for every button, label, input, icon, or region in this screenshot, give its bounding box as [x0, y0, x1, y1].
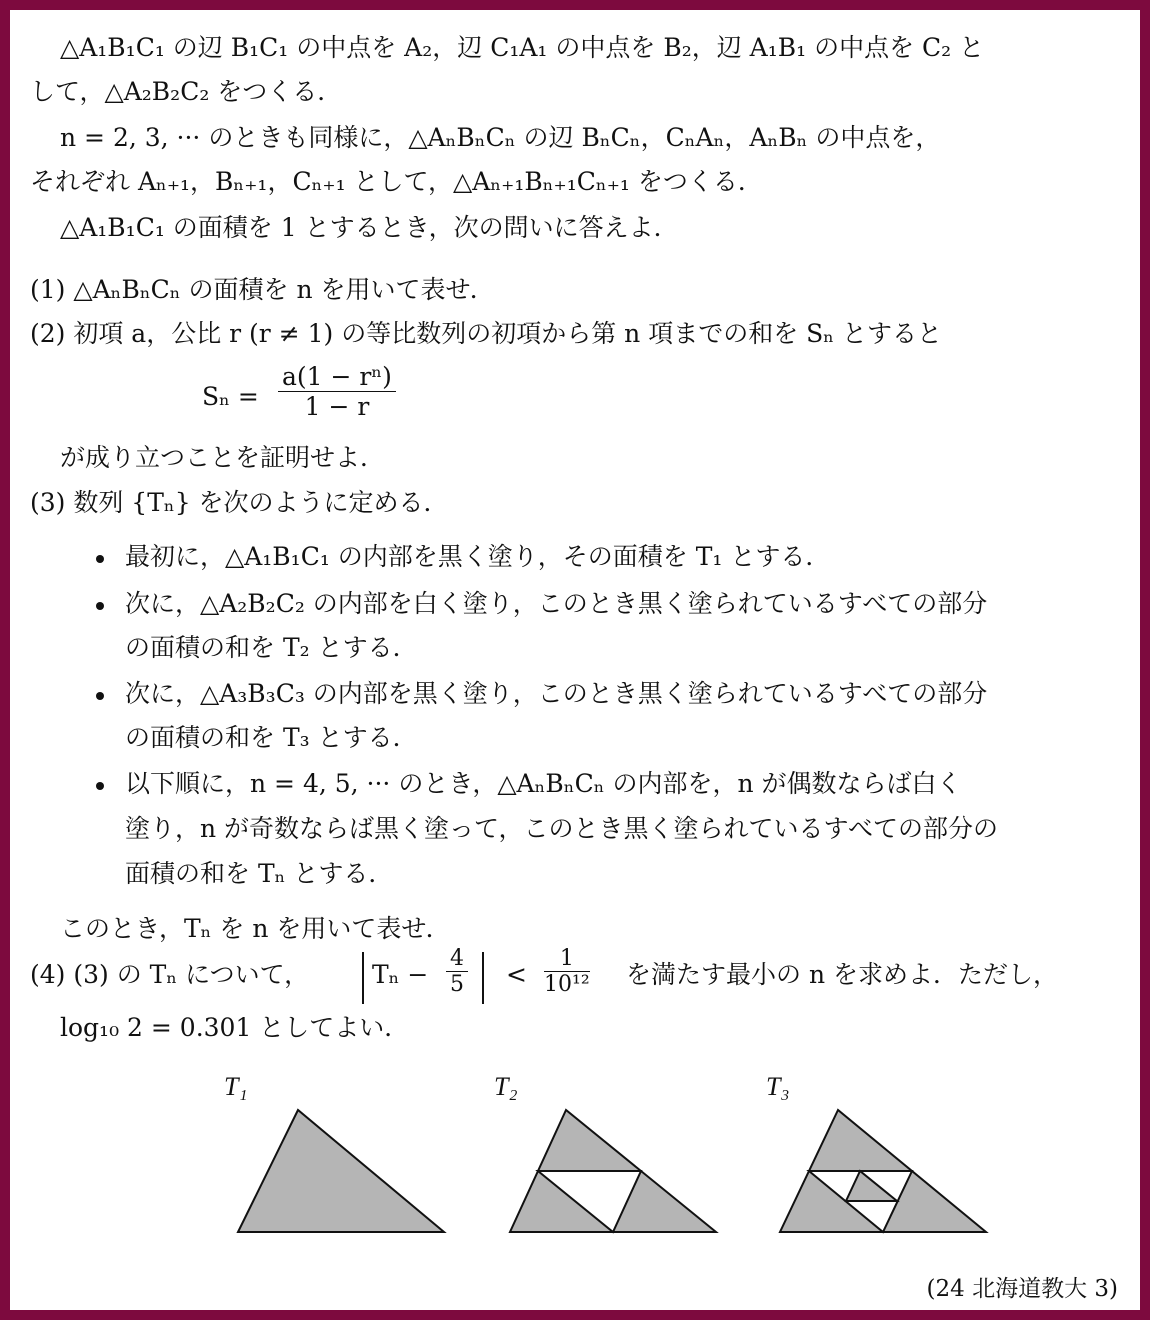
formula-numerator: a(1 − rⁿ) [278, 362, 396, 392]
formula-denominator: 1 − r [304, 392, 370, 421]
figure-label-t1: T₁ [224, 1072, 248, 1101]
problem-page [10, 10, 1140, 1310]
bullet-3-line-2: の面積の和を T₃ とする． [125, 723, 418, 752]
source-citation: (24 北海道教大 3) [926, 1276, 1118, 1302]
abs-expression: Tₙ − [372, 960, 429, 989]
question-2: (2) 初項 a，公比 r (r ≠ 1) の等比数列の初項から第 n 項までの和を Sₙ とすると [30, 319, 943, 348]
bullet-4-line-2: 塗り，n が奇数ならば黒く塗って，このとき黒く塗られているすべての部分の [125, 814, 999, 843]
fraction-numerator: 1 [544, 946, 590, 972]
question-3: (3) 数列 {Tₙ} を次のように定める． [30, 488, 449, 517]
intro-line-5: △A₁B₁C₁ の面積を 1 とするとき，次の問いに答えよ． [60, 213, 679, 242]
question-4-suffix: を満たす最小の n を求めよ．ただし， [626, 960, 1058, 989]
figure-label-t2: T₂ [494, 1072, 518, 1101]
less-than: < [506, 960, 527, 989]
bullet-2-line-2: の面積の和を T₂ とする． [125, 633, 418, 662]
fraction-numerator: 4 [446, 946, 468, 972]
intro-line-3: n = 2, 3, ··· のときも同様に，△AₙBₙCₙ の辺 BₙCₙ，CₙAₙ，AₙBₙ の中点を， [60, 123, 941, 152]
formula-lhs: Sₙ = [202, 382, 259, 411]
intro-line-1: △A₁B₁C₁ の辺 B₁C₁ の中点を A₂，辺 C₁A₁ の中点を B₂，辺 A₁B₁ の中点を C₂ と [60, 33, 985, 62]
bullet-2-line-1: 次に，△A₂B₂C₂ の内部を白く塗り，このとき黒く塗られているすべての部分 [125, 589, 988, 618]
bullet-1-line-1: 最初に，△A₁B₁C₁ の内部を黒く塗り，その面積を T₁ とする． [125, 542, 831, 571]
bullet-3-line-1: 次に，△A₃B₃C₃ の内部を黒く塗り，このとき黒く塗られているすべての部分 [125, 679, 988, 708]
question-3-conclusion: このとき，Tₙ を n を用いて表せ． [60, 914, 451, 943]
question-1: (1) △AₙBₙCₙ の面積を n を用いて表せ． [30, 275, 495, 304]
question-4-line-2: log₁₀ 2 = 0.301 としてよい． [60, 1013, 410, 1042]
intro-line-2: して，△A₂B₂C₂ をつくる． [30, 77, 343, 106]
triangle-t1 [238, 1110, 444, 1232]
intro-line-4: それぞれ Aₙ₊₁，Bₙ₊₁，Cₙ₊₁ として，△Aₙ₊₁Bₙ₊₁Cₙ₊₁ をつくる． [30, 167, 763, 196]
triangle-t3 [780, 1110, 986, 1232]
question-2-conclusion: が成り立つことを証明せよ． [60, 443, 386, 472]
figure-label-t3: T₃ [766, 1072, 790, 1101]
figures-svg [10, 10, 1140, 1310]
fraction-denominator: 10¹² [544, 972, 590, 997]
fraction-denominator: 5 [450, 972, 464, 997]
bullet-4-line-3: 面積の和を Tₙ とする． [125, 859, 394, 888]
question-4-prefix: (4) (3) の Tₙ について， [30, 960, 310, 989]
triangle-t2 [510, 1110, 716, 1232]
bullet-4-line-1: 以下順に，n = 4, 5, ··· のとき，△AₙBₙCₙ の内部を，n が偶数ならば白く [125, 769, 962, 798]
